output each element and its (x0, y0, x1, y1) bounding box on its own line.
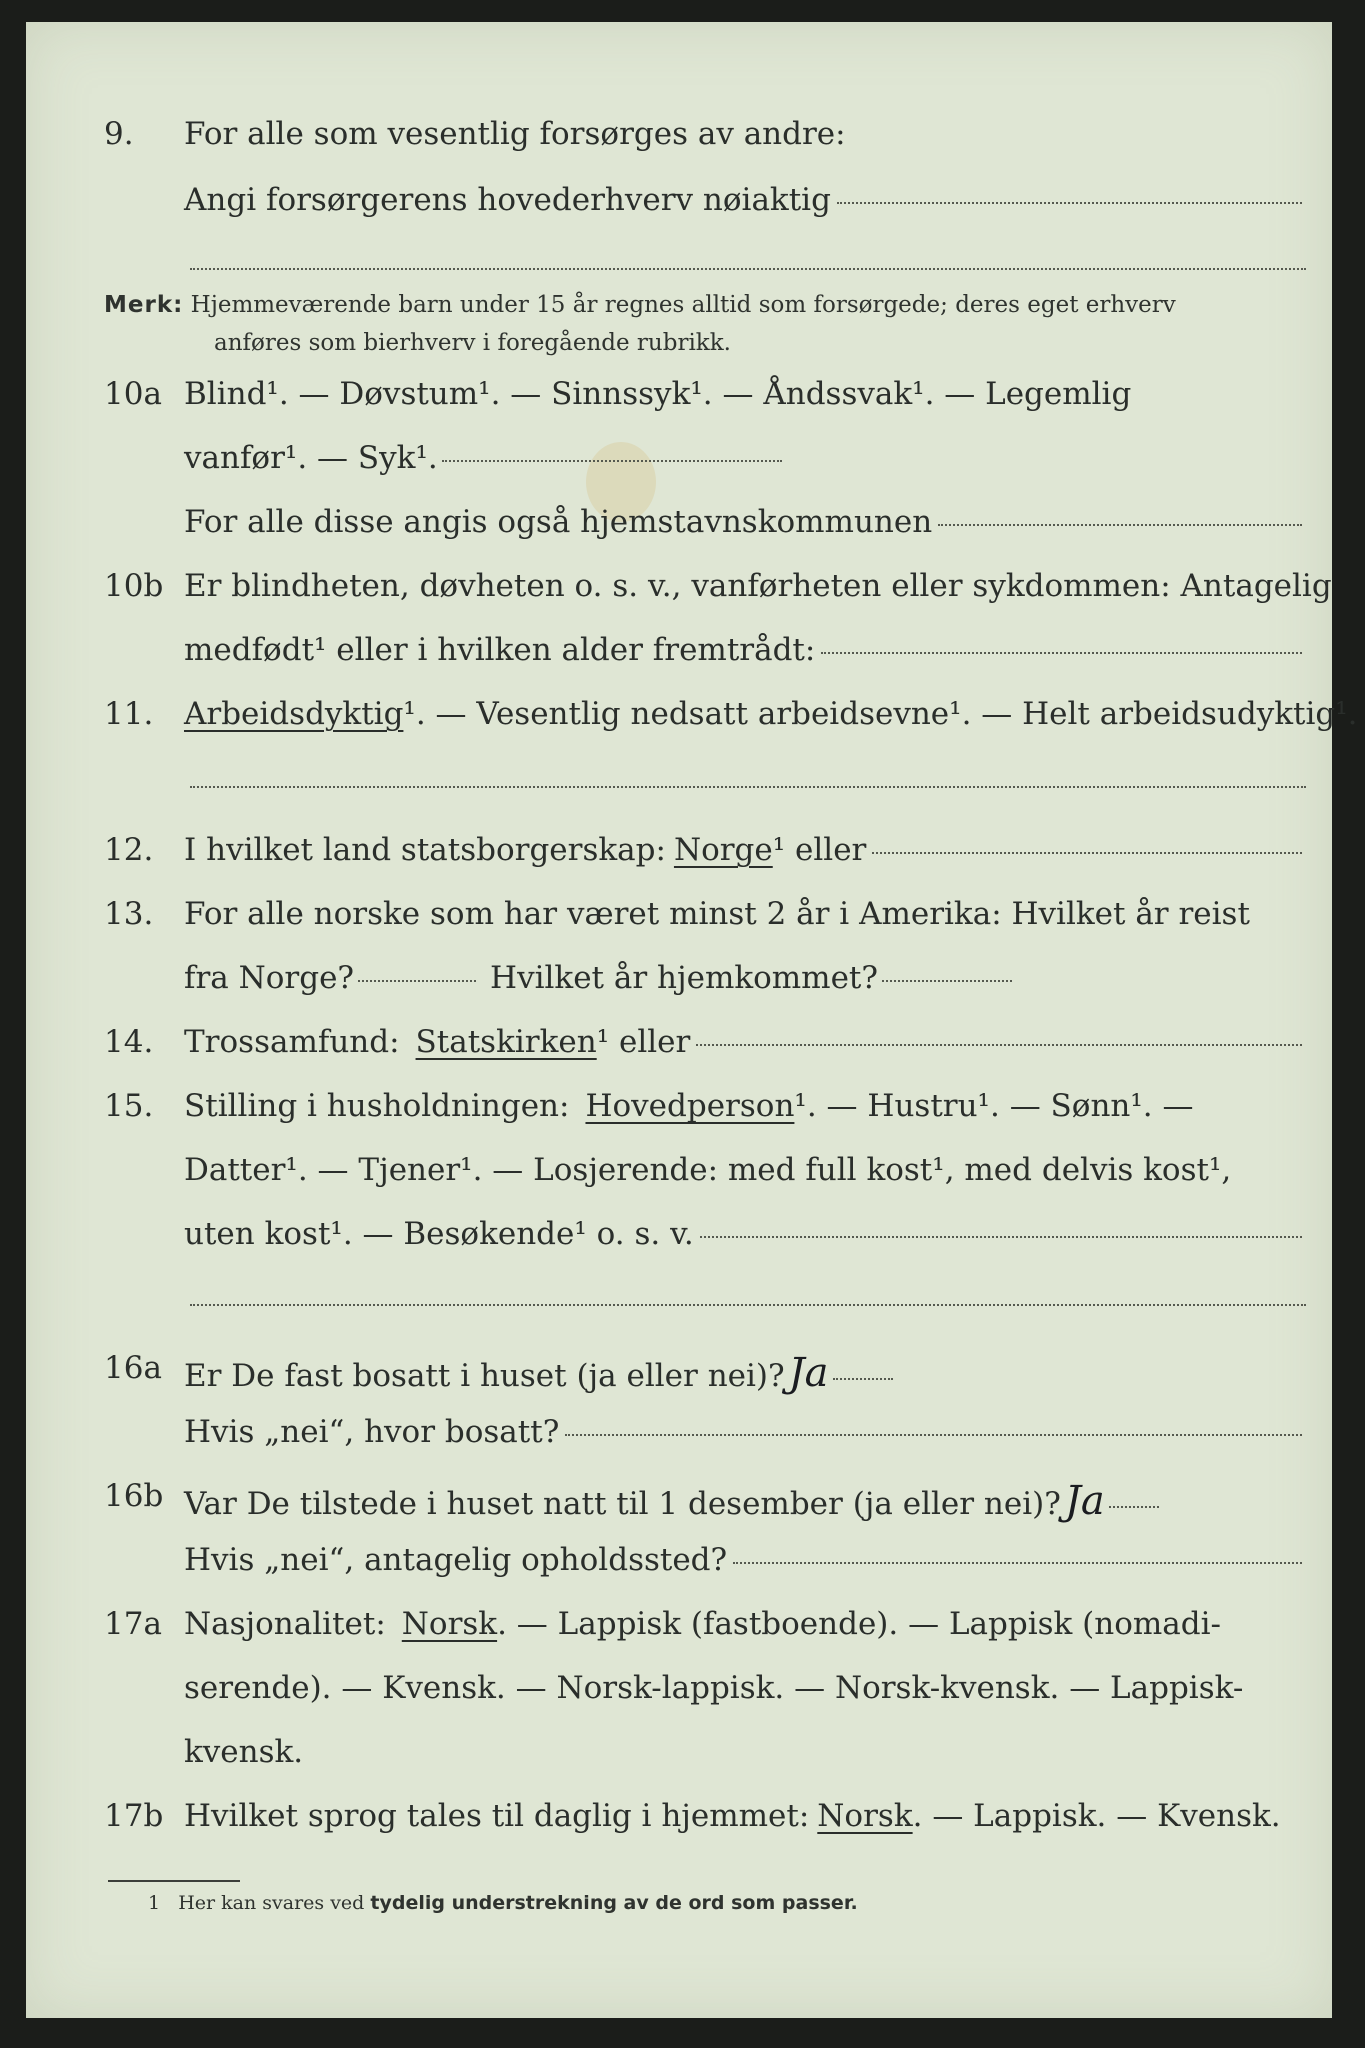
footnote-bold-text: tydelig understrekning av de ord som passer. (370, 1892, 858, 1914)
q15-extra-line[interactable] (190, 1304, 1306, 1306)
q16b-opholdssted-field[interactable] (733, 1562, 1302, 1564)
q10b-row (26, 568, 1332, 608)
q15-line3: uten kost¹. — Besøkende¹ o. s. v. (184, 1216, 694, 1252)
q17a-norsk-option[interactable]: Norsk (401, 1606, 498, 1642)
q14-question: Trossamfund: (184, 1024, 400, 1060)
q17b-norsk-option[interactable]: Norsk (817, 1798, 913, 1834)
q16b-row2 (26, 1542, 1332, 1582)
q14-eller: ¹ eller (596, 1024, 691, 1060)
merk-line2: anføres som bierhverv i foregående rubrikk. (214, 330, 731, 356)
q9-number: 9. (104, 116, 134, 152)
q10a-answer-field[interactable] (442, 460, 782, 462)
merk-line1: Hjemmeværende barn under 15 år regnes alltid som forsørgede; deres eget erhverv (190, 292, 1176, 318)
footnote-mark: 1 (148, 1892, 161, 1914)
q15-row (26, 1088, 1332, 1128)
q10b-row2 (26, 632, 1332, 672)
q10b-number: 10b (104, 568, 164, 604)
q16a-handwritten-answer: Ja (788, 1350, 829, 1396)
q10a-row2 (26, 440, 1332, 480)
merk-label: Merk: (104, 292, 184, 318)
q15-number: 15. (104, 1088, 154, 1124)
q13-number: 13. (104, 896, 154, 932)
q13-hjemkommet-field[interactable] (882, 980, 1012, 982)
footnote-rule (108, 1880, 240, 1882)
q13-reist-label: fra Norge? (184, 960, 355, 996)
q16a-row (26, 1350, 1332, 1396)
q12-norge-option[interactable]: Norge (673, 832, 773, 868)
q15-line2: Datter¹. — Tjener¹. — Losjerende: med full kost¹, med delvis kost¹, (184, 1152, 1232, 1188)
q13-reist-field[interactable] (358, 980, 476, 982)
q10a-row3 (26, 504, 1332, 544)
q9-row (26, 116, 1332, 156)
q10a-row (26, 376, 1332, 416)
q16b-number: 16b (104, 1478, 164, 1514)
q11-other-options: ¹. — Vesentlig nedsatt arbeidsevne¹. — Helt arbeidsudyktig¹. (403, 696, 1358, 732)
q16a-number: 16a (104, 1350, 162, 1386)
q13-row2 (26, 960, 1332, 1000)
q17b-row (26, 1798, 1332, 1838)
q12-eller: ¹ eller (772, 832, 867, 868)
q9-line1: For alle som vesentlig forsørges av andre: (184, 116, 846, 152)
q12-number: 12. (104, 832, 154, 868)
q10a-line1: Blind¹. — Døvstum¹. — Sinnssyk¹. — Åndssvak¹. — Legemlig (184, 376, 1132, 412)
q15-answer-field[interactable] (700, 1236, 1302, 1238)
q17a-row (26, 1606, 1332, 1646)
q16b-followup: Hvis „nei“, antagelig opholdssted? (184, 1542, 728, 1578)
q10b-line1: Er blindheten, døvheten o. s. v., vanførheten eller sykdommen: Antagelig (184, 568, 1332, 604)
q11-row (26, 696, 1358, 736)
q10b-line2: medfødt¹ eller i hvilken alder fremtrådt: (184, 632, 816, 668)
q13-row (26, 896, 1332, 936)
merk-note (104, 286, 1306, 362)
q16a-followup: Hvis „nei“, hvor bosatt? (184, 1414, 560, 1450)
q10b-answer-field[interactable] (821, 652, 1302, 654)
q12-answer-field[interactable] (872, 852, 1302, 854)
q16a-row2 (26, 1414, 1332, 1454)
q10a-hjemstavn-field[interactable] (938, 524, 1302, 526)
q17a-number: 17a (104, 1606, 162, 1642)
q16a-answer-field[interactable] (833, 1378, 893, 1380)
q16a-question: Er De fast bosatt i huset (ja eller nei)? (184, 1358, 785, 1394)
q17a-line2: serende). — Kvensk. — Norsk-lappisk. — Norsk-kvensk. — Lappisk- (184, 1670, 1244, 1706)
q17a-options-line1: . — Lappisk (fastboende). — Lappisk (nomadi- (497, 1606, 1222, 1642)
q17b-options: . — Lappisk. — Kvensk. (912, 1798, 1281, 1834)
q15-question: Stilling i husholdningen: (184, 1088, 570, 1124)
footnote (148, 1892, 858, 1914)
q17a-row3 (26, 1734, 1332, 1774)
q12-question: I hvilket land statsborgerskap: (184, 832, 666, 868)
q11-number: 11. (104, 696, 154, 732)
q17b-question: Hvilket sprog tales til daglig i hjemmet: (184, 1798, 810, 1834)
q10a-number: 10a (104, 376, 162, 412)
q16a-bosatt-field[interactable] (565, 1434, 1302, 1436)
q15-hovedperson-option[interactable]: Hovedperson (585, 1088, 795, 1124)
q10a-line3: For alle disse angis også hjemstavnskommunen (184, 504, 933, 540)
q17b-number: 17b (104, 1798, 164, 1834)
q17a-question: Nasjonalitet: (184, 1606, 386, 1642)
q16b-row (26, 1478, 1332, 1524)
q17a-line3: kvensk. (184, 1734, 304, 1770)
q15-options-line1: ¹. — Hustru¹. — Sønn¹. — (794, 1088, 1194, 1124)
q12-row (26, 832, 1332, 872)
footnote-text: Her kan svares ved (178, 1892, 365, 1914)
census-form-sheet (26, 22, 1358, 2018)
q11-arbeidsdyktig-option[interactable]: Arbeidsdyktig (184, 696, 404, 732)
q10a-line2: vanfør¹. — Syk¹. (184, 440, 438, 476)
q9-extra-line[interactable] (190, 268, 1306, 270)
q9-answer-field[interactable] (837, 202, 1302, 204)
q14-statskirken-option[interactable]: Statskirken (415, 1024, 597, 1060)
q16b-answer-field[interactable] (1109, 1506, 1159, 1508)
q16b-question: Var De tilstede i huset natt til 1 desember (ja eller nei)? (184, 1486, 1061, 1522)
q9-line2: Angi forsørgerens hovederhverv nøiaktig (184, 182, 831, 218)
q13-hjemkommet-label: Hvilket år hjemkommet? (490, 960, 879, 996)
q14-number: 14. (104, 1024, 154, 1060)
q13-line1: For alle norske som har været minst 2 år i Amerika: Hvilket år reist (184, 896, 1250, 932)
q16b-handwritten-answer: Ja (1064, 1478, 1105, 1524)
q14-row (26, 1024, 1332, 1064)
q15-row2 (26, 1152, 1332, 1192)
q15-row3 (26, 1216, 1332, 1256)
q9-row2 (26, 182, 1332, 222)
q14-answer-field[interactable] (696, 1044, 1302, 1046)
q17a-row2 (26, 1670, 1332, 1710)
q11-extra-line[interactable] (190, 786, 1306, 788)
